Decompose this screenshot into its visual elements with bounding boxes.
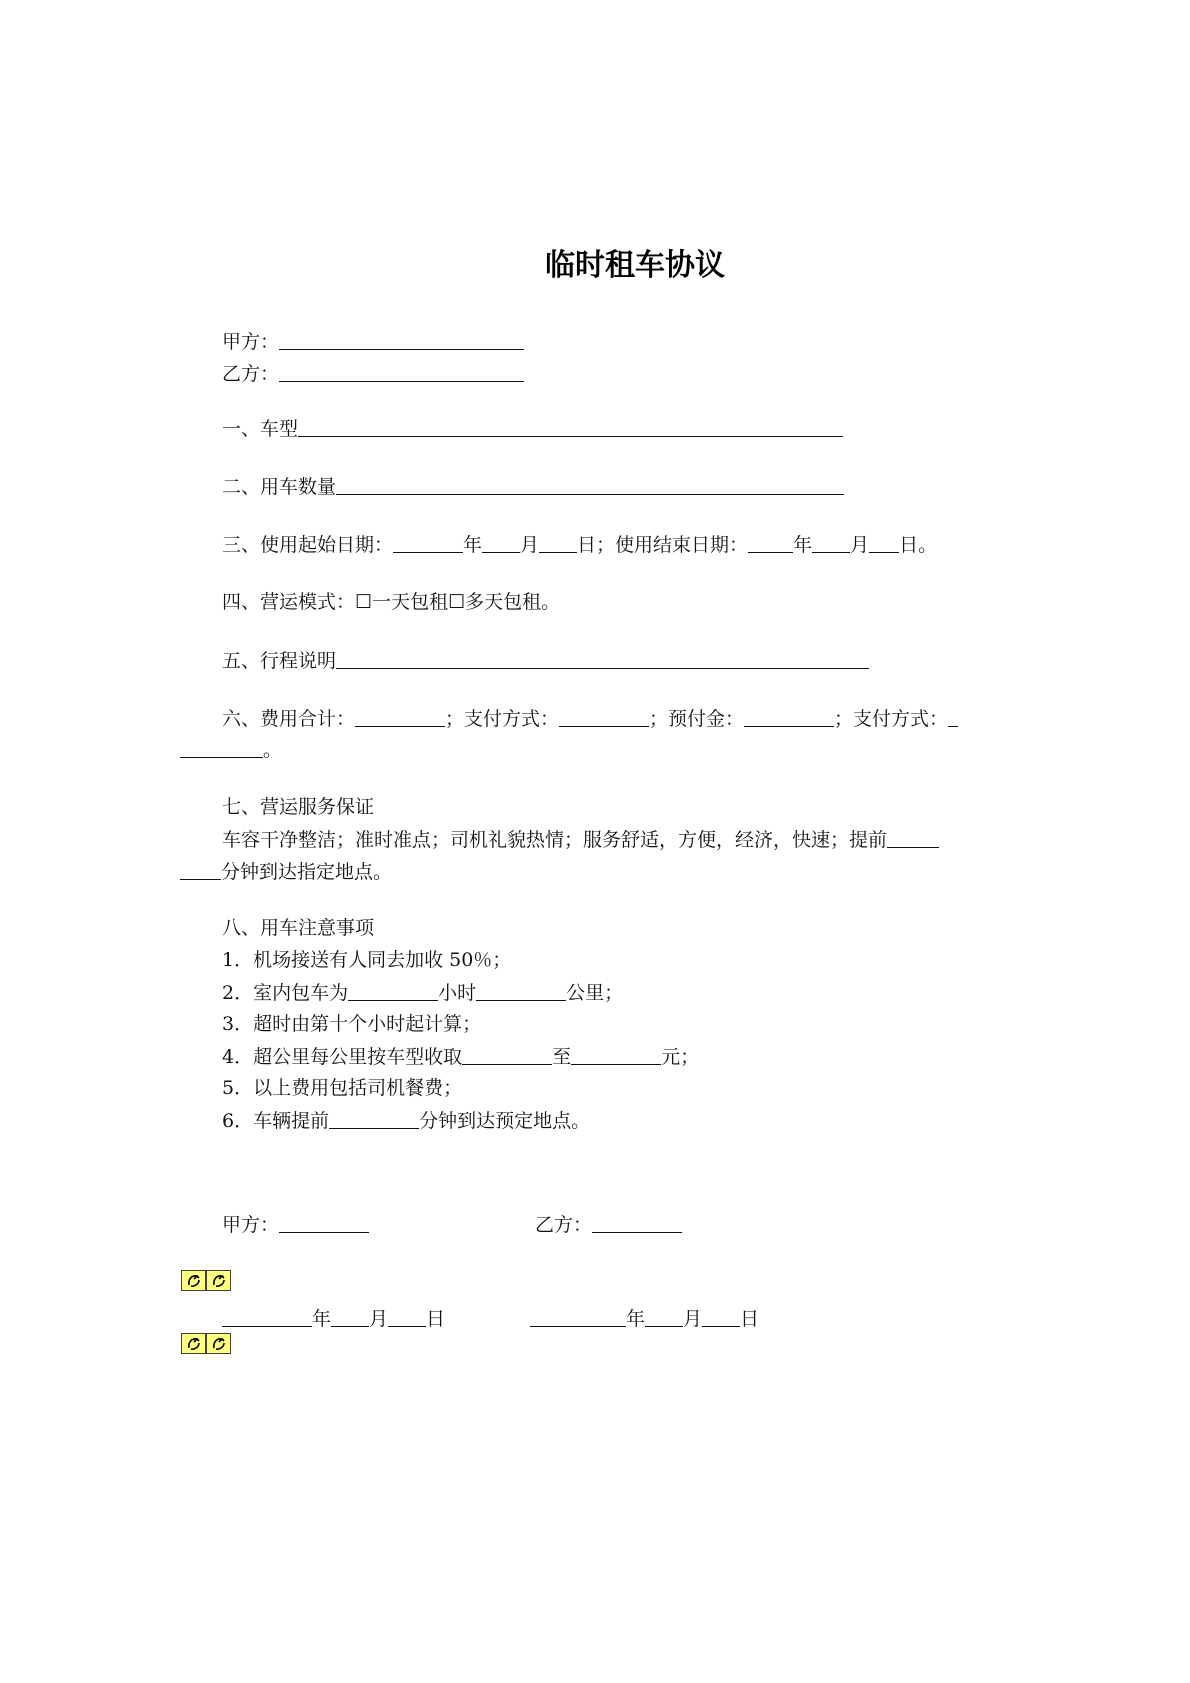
mode-label: 四、营运模式：	[222, 591, 356, 613]
date-b	[530, 1306, 759, 1331]
service-minutes-field-start[interactable]	[887, 827, 939, 848]
deposit-field[interactable]	[744, 706, 834, 727]
fee-total-field[interactable]	[355, 706, 445, 727]
note-1: 1．机场接送有人同去加收 50％；	[222, 949, 512, 971]
pay-method-label: ；支付方式：	[445, 708, 560, 730]
party-a-field[interactable]	[279, 329, 524, 350]
end-date-label: 日；使用结束日期：	[577, 534, 749, 556]
multi-day-option: 多天包租。	[465, 591, 561, 613]
end-year-field[interactable]	[748, 532, 793, 553]
km-field[interactable]	[476, 980, 566, 1001]
hours-field[interactable]	[348, 980, 438, 1001]
deposit-label: ；预付金：	[649, 708, 745, 730]
service-text-line	[222, 827, 939, 852]
party-a-label: 甲方：	[222, 331, 280, 353]
fee-end: 。	[263, 739, 283, 761]
note-2	[222, 980, 623, 1005]
car-count-line	[222, 474, 844, 499]
fee-line-cont	[180, 737, 282, 762]
year-text: 年	[626, 1308, 646, 1330]
party-a-line	[222, 329, 524, 354]
note-4-unit: 元；	[661, 1046, 700, 1068]
end-month-field[interactable]	[812, 532, 850, 553]
year-text: 年	[463, 534, 483, 556]
pay-method-2-field[interactable]	[180, 737, 263, 758]
date-a	[222, 1306, 445, 1331]
embedded-objects-top	[181, 1270, 231, 1291]
note-6-text: 6．车辆提前	[222, 1110, 330, 1132]
start-date-label: 三、使用起始日期：	[222, 534, 394, 556]
date-a-month-field[interactable]	[331, 1306, 369, 1327]
signature-b	[535, 1212, 682, 1237]
service-minutes-field[interactable]	[180, 859, 221, 880]
note-4-to: 至	[552, 1046, 572, 1068]
start-month-field[interactable]	[482, 532, 520, 553]
broken-object-icon	[181, 1270, 206, 1291]
checkbox-multi-day[interactable]: ☐	[448, 591, 466, 613]
day-text: 日	[740, 1308, 760, 1330]
route-field[interactable]	[336, 648, 869, 669]
notes-heading: 八、用车注意事项	[222, 917, 375, 939]
car-model-line	[222, 416, 843, 441]
day-text: 日。	[899, 534, 938, 556]
party-b-label: 乙方：	[222, 363, 280, 385]
note-6	[222, 1108, 590, 1133]
rate-max-field[interactable]	[571, 1044, 661, 1065]
month-text: 月	[520, 534, 540, 556]
month-text: 月	[683, 1308, 703, 1330]
signature-b-field[interactable]	[592, 1212, 682, 1233]
pay-method-field[interactable]	[559, 706, 649, 727]
date-b-day-field[interactable]	[702, 1306, 740, 1327]
signature-a	[222, 1212, 369, 1237]
service-heading: 七、营运服务保证	[222, 796, 375, 818]
start-day-field[interactable]	[539, 532, 577, 553]
start-year-field[interactable]	[393, 532, 463, 553]
broken-object-icon	[181, 1333, 206, 1354]
party-b-line	[222, 361, 524, 386]
month-text: 月	[369, 1308, 389, 1330]
route-label: 五、行程说明	[222, 650, 337, 672]
car-model-field[interactable]	[298, 416, 843, 437]
year-text: 年	[312, 1308, 332, 1330]
signature-a-label: 甲方：	[222, 1214, 280, 1236]
day-text: 日	[426, 1308, 446, 1330]
service-text-end: 分钟到达指定地点。	[221, 861, 393, 883]
one-day-option: 一天包租	[372, 591, 449, 613]
fee-line	[222, 706, 958, 731]
note-4-text: 4．超公里每公里按车型收取	[222, 1046, 463, 1068]
document-title: 临时租车协议	[545, 248, 725, 283]
note-4	[222, 1044, 699, 1069]
rate-min-field[interactable]	[462, 1044, 552, 1065]
note-2-text: 2．室内包车为	[222, 982, 349, 1004]
broken-object-icon	[206, 1333, 231, 1354]
dates-line	[222, 532, 937, 557]
month-text: 月	[850, 534, 870, 556]
date-a-year-field[interactable]	[222, 1306, 312, 1327]
car-count-field[interactable]	[336, 474, 844, 495]
signature-b-label: 乙方：	[535, 1214, 593, 1236]
year-text: 年	[793, 534, 813, 556]
note-2-km: 公里；	[566, 982, 624, 1004]
note-3: 3．超时由第十个小时起计算；	[222, 1013, 482, 1035]
pay-method-2-label: ；支付方式：	[834, 708, 949, 730]
note-2-hours: 小时	[438, 982, 477, 1004]
date-a-day-field[interactable]	[388, 1306, 426, 1327]
note-5: 5．以上费用包括司机餐费；	[222, 1077, 463, 1099]
advance-minutes-field[interactable]	[329, 1108, 419, 1129]
checkbox-one-day[interactable]: ☐	[355, 591, 373, 613]
car-model-label: 一、车型	[222, 418, 299, 440]
party-b-field[interactable]	[279, 361, 524, 382]
broken-object-icon	[206, 1270, 231, 1291]
route-line	[222, 648, 869, 673]
note-6-end: 分钟到达预定地点。	[419, 1110, 591, 1132]
service-text-cont	[180, 859, 392, 884]
date-b-month-field[interactable]	[645, 1306, 683, 1327]
date-b-year-field[interactable]	[530, 1306, 626, 1327]
signature-a-field[interactable]	[279, 1212, 369, 1233]
pay-method-2-field-start[interactable]	[948, 706, 958, 727]
fee-total-label: 六、费用合计：	[222, 708, 356, 730]
embedded-objects-bottom	[181, 1333, 231, 1354]
end-day-field[interactable]	[869, 532, 899, 553]
car-count-label: 二、用车数量	[222, 476, 337, 498]
mode-line	[222, 590, 560, 614]
service-text: 车容干净整洁；准时准点；司机礼貌热情；服务舒适，方便，经济，快速；提前	[222, 829, 888, 851]
